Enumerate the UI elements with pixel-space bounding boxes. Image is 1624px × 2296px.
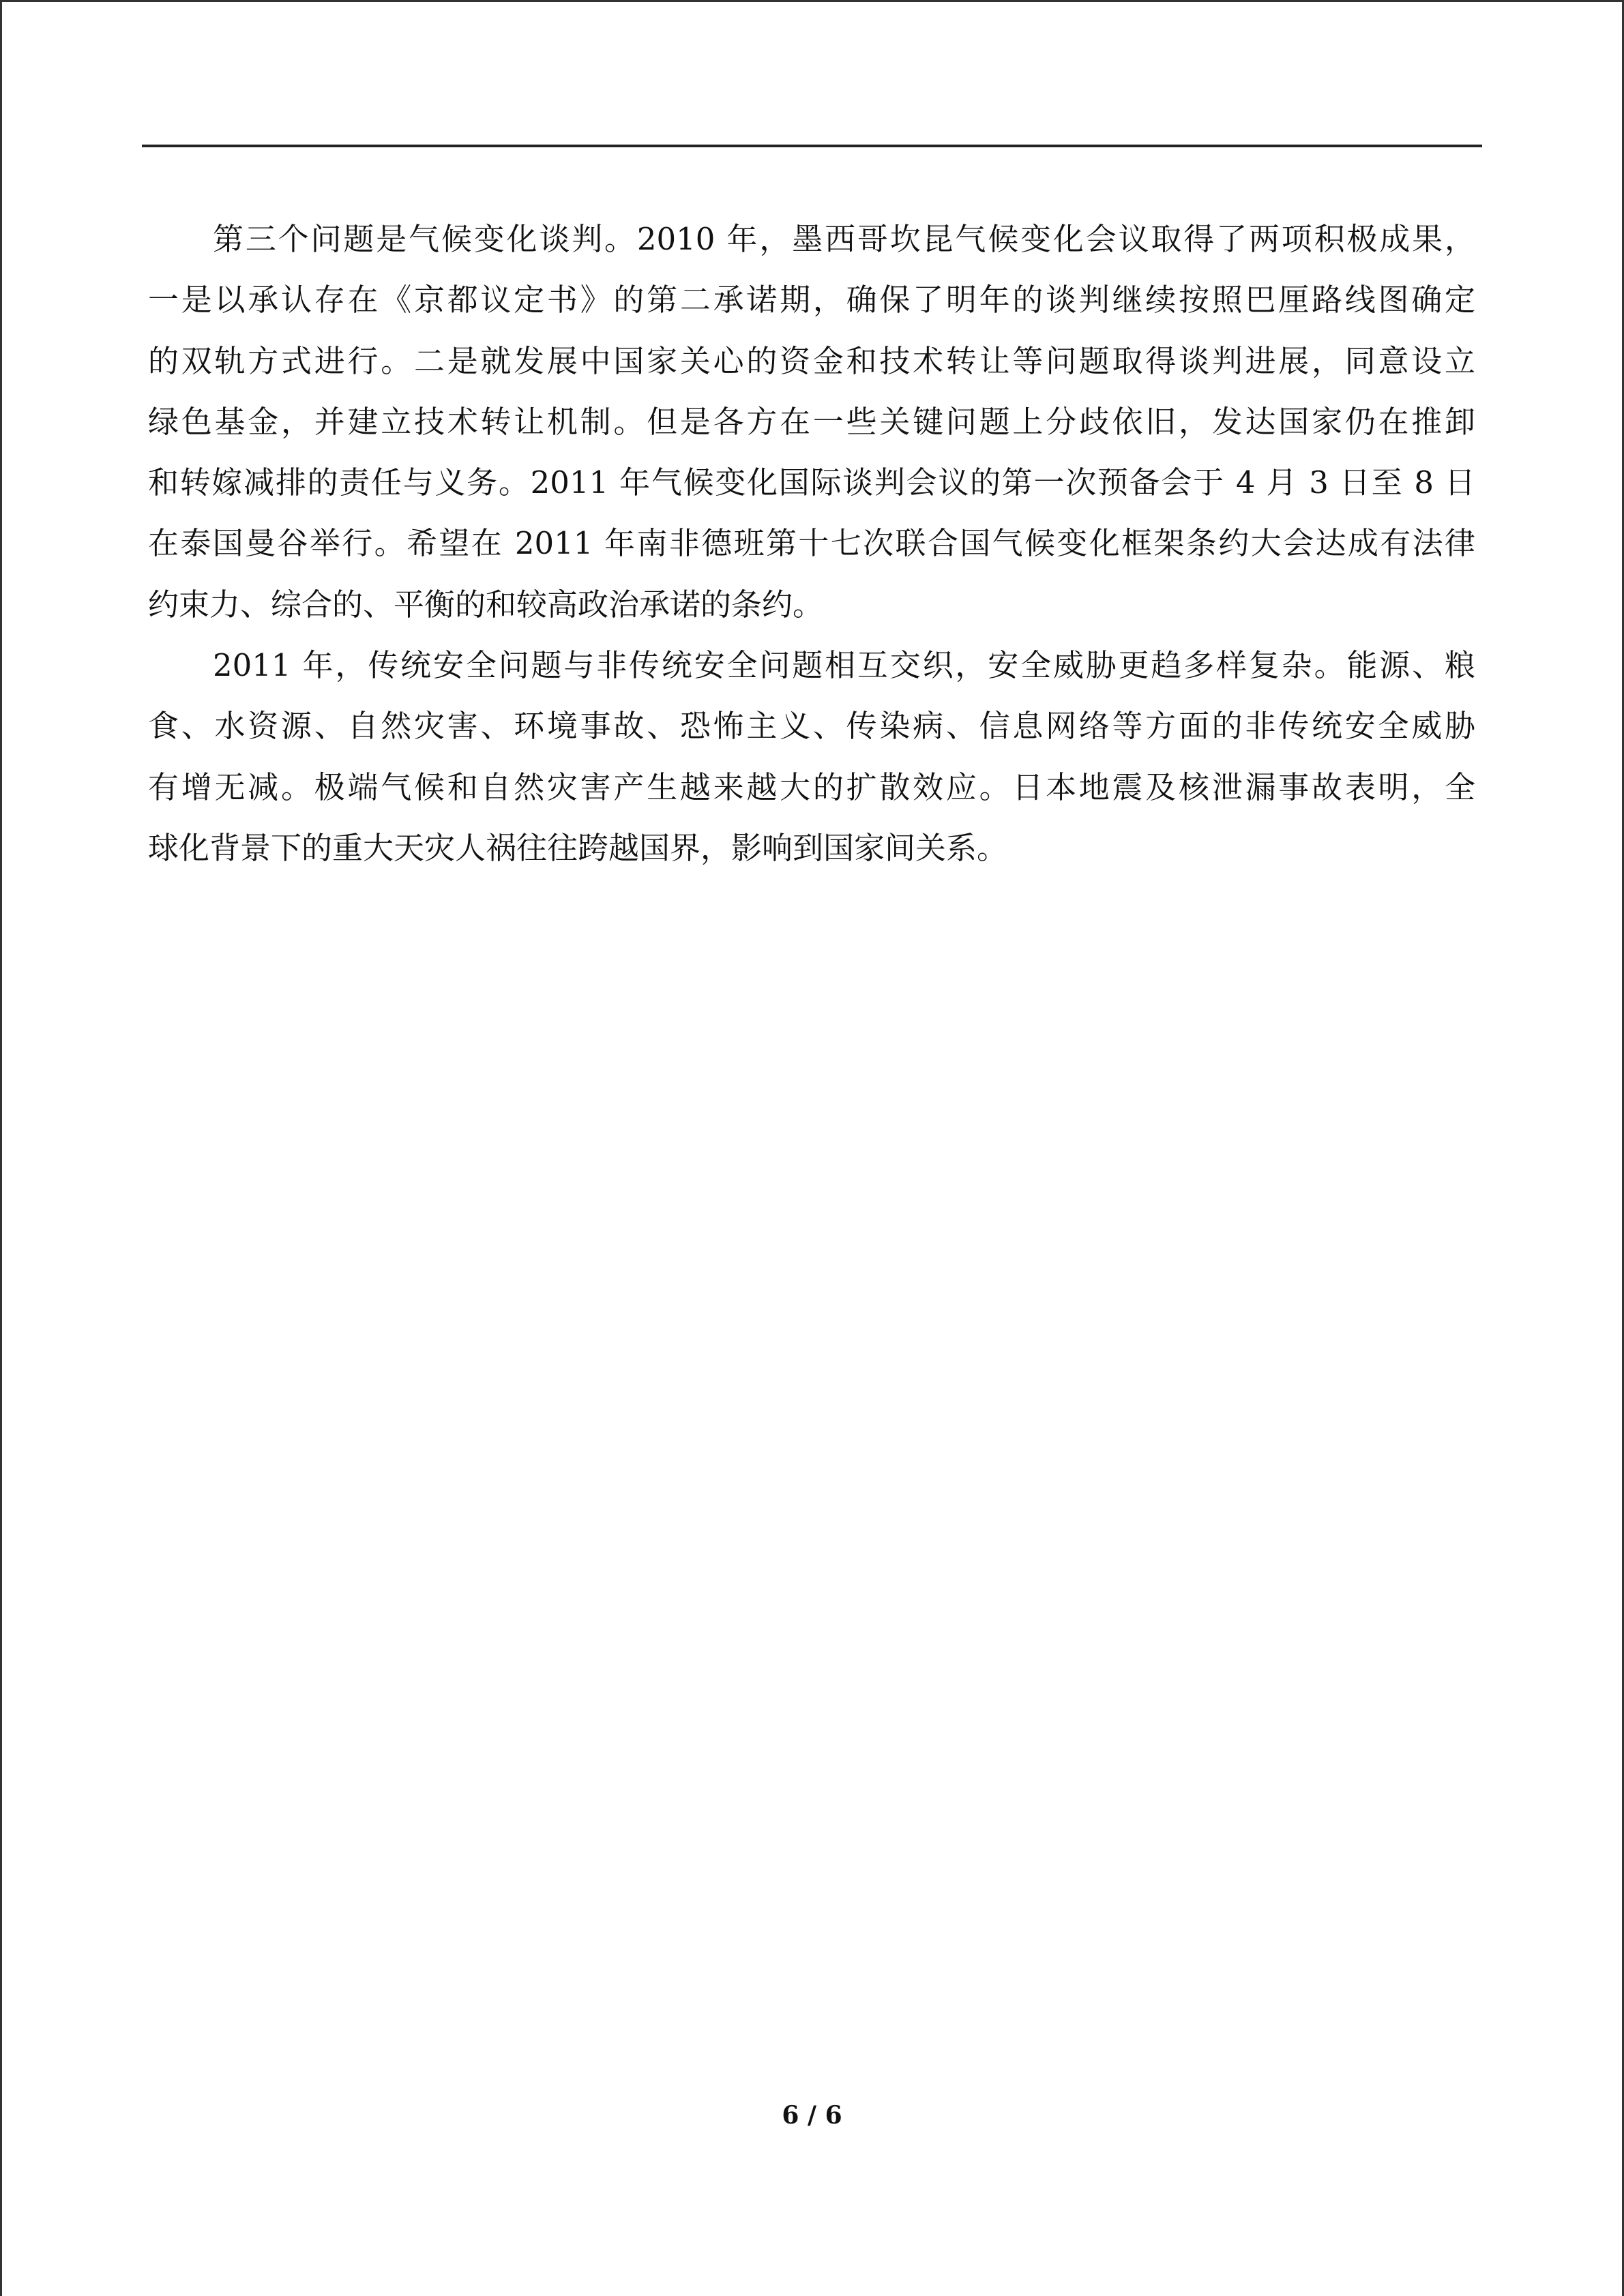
text-line: 和转嫁减排的责任与义务。2011 年气候变化国际谈判会议的第一次预备会于 4 月 3 日至 8 日 bbox=[148, 464, 1475, 501]
text-line: 球化背景下的重大天灾人祸往往跨越国界，影响到国家间关系。 bbox=[148, 829, 1008, 866]
document-body bbox=[148, 209, 1475, 878]
paragraph-security-issues bbox=[148, 635, 1475, 878]
text-line: 绿色基金，并建立技术转让机制。但是各方在一些关键问题上分歧依旧，发达国家仍在推卸 bbox=[148, 403, 1475, 440]
text-line: 食、水资源、自然灾害、环境事故、恐怖主义、传染病、信息网络等方面的非传统安全威胁 bbox=[148, 708, 1475, 745]
page-number: 6 / 6 bbox=[782, 2101, 842, 2130]
text-line: 在泰国曼谷举行。希望在 2011 年南非德班第十七次联合国气候变化框架条约大会达成有法律 bbox=[148, 525, 1475, 562]
text-line: 第三个问题是气候变化谈判。2010 年，墨西哥坎昆气候变化会议取得了两项积极成果， bbox=[213, 221, 1475, 257]
header-rule bbox=[142, 145, 1482, 147]
paragraph-climate-negotiations bbox=[148, 209, 1475, 635]
text-line: 的双轨方式进行。二是就发展中国家关心的资金和技术转让等问题取得谈判进展，同意设立 bbox=[148, 342, 1475, 379]
text-line: 2011 年，传统安全问题与非传统安全问题相互交织，安全威胁更趋多样复杂。能源、粮 bbox=[213, 647, 1475, 684]
text-line: 有增无减。极端气候和自然灾害产生越来越大的扩散效应。日本地震及核泄漏事故表明，全 bbox=[148, 769, 1475, 805]
text-line: 一是以承认存在《京都议定书》的第二承诺期，确保了明年的谈判继续按照巴厘路线图确定 bbox=[148, 282, 1475, 318]
text-line: 约束力、综合的、平衡的和较高政治承诺的条约。 bbox=[148, 586, 824, 623]
